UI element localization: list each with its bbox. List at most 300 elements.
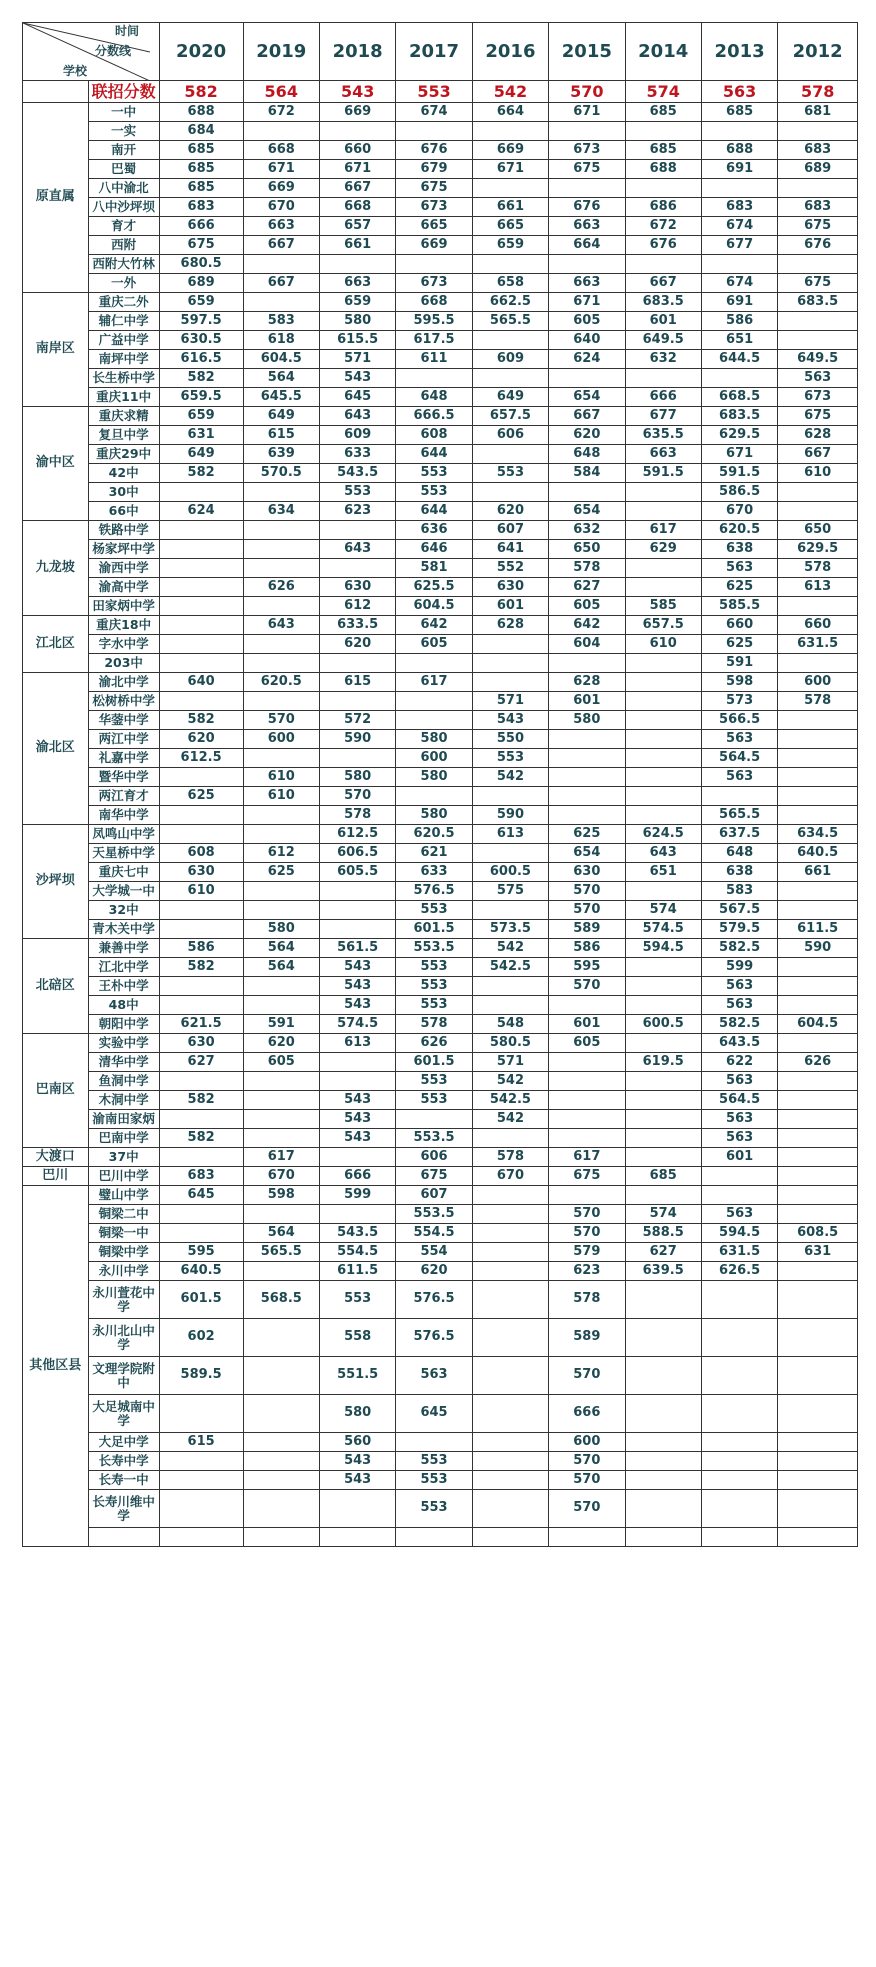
score-cell: 625 [701,635,777,654]
score-cell: 563 [701,730,777,749]
corner-school-label: 学校 [63,64,88,78]
score-cell: 644 [396,502,472,521]
school-cell [88,1528,159,1547]
score-cell: 570 [549,901,625,920]
score-cell: 657.5 [625,616,701,635]
score-cell [701,1357,777,1395]
score-cell: 686 [625,198,701,217]
score-cell: 664 [549,236,625,255]
score-cell: 578 [549,559,625,578]
table-row [23,1091,858,1110]
score-cell: 575 [472,882,548,901]
table-row [23,122,858,141]
school-cell: 杨家坪中学 [88,540,159,559]
school-cell: 南坪中学 [88,350,159,369]
score-cell [778,1528,858,1547]
score-cell [549,369,625,388]
score-cell [549,1072,625,1091]
score-cell [778,730,858,749]
score-cell [159,521,243,540]
table-row [23,597,858,616]
score-cell: 677 [701,236,777,255]
score-cell: 629 [625,540,701,559]
score-cell: 580 [319,1395,395,1433]
school-cell: 大学城一中 [88,882,159,901]
table-row [23,1395,858,1433]
table-row [23,502,858,521]
score-cell: 620 [549,426,625,445]
year-header: 2016 [472,23,548,81]
score-cell: 667 [778,445,858,464]
score-cell: 582 [159,958,243,977]
table-row [23,1034,858,1053]
score-cell [472,654,548,673]
school-cell: 田家炳中学 [88,597,159,616]
score-cell: 553 [396,977,472,996]
score-cell: 543.5 [319,1224,395,1243]
score-cell: 620.5 [243,673,319,692]
score-cell: 582.5 [701,939,777,958]
score-cell: 681 [778,103,858,122]
table-row [23,255,858,274]
score-cell: 617 [396,673,472,692]
score-cell [243,1319,319,1357]
score-cell [243,293,319,312]
score-cell [472,1452,548,1471]
score-cell: 606 [472,426,548,445]
score-cell [396,369,472,388]
score-cell: 616.5 [159,350,243,369]
score-cell: 586 [159,939,243,958]
table-row [23,1357,858,1395]
score-cell [625,179,701,198]
table-row [23,160,858,179]
score-cell: 589.5 [159,1357,243,1395]
school-cell: 南华中学 [88,806,159,825]
table-row [23,217,858,236]
score-cell [472,1281,548,1319]
score-cell [701,1395,777,1433]
score-cell: 553 [396,958,472,977]
score-cell: 650 [778,521,858,540]
score-cell: 620 [319,635,395,654]
score-cell: 659 [159,407,243,426]
score-cell: 606 [396,1148,472,1167]
score-cell: 628 [549,673,625,692]
score-cell: 646 [396,540,472,559]
school-cell: 48中 [88,996,159,1015]
score-cell: 613 [778,578,858,597]
school-cell: 王朴中学 [88,977,159,996]
score-cell: 586 [701,312,777,331]
score-cell [472,1528,548,1547]
score-cell [159,977,243,996]
score-cell [625,1110,701,1129]
score-cell: 625 [159,787,243,806]
score-cell: 628 [778,426,858,445]
score-cell [625,673,701,692]
score-cell: 563 [396,1357,472,1395]
score-cell: 645.5 [243,388,319,407]
score-cell: 661 [319,236,395,255]
score-cell: 582 [159,1129,243,1148]
table-row [23,1205,858,1224]
score-cell [472,1319,548,1357]
score-cell: 567.5 [701,901,777,920]
score-cell [472,977,548,996]
score-cell: 671 [319,160,395,179]
score-cell [778,1433,858,1452]
score-cell: 570 [549,1490,625,1528]
score-cell: 617 [243,1148,319,1167]
table-row [23,293,858,312]
score-cell: 666 [159,217,243,236]
score-cell: 600 [243,730,319,749]
score-cell: 586 [549,939,625,958]
score-cell [625,578,701,597]
score-cell [625,502,701,521]
score-cell: 638 [701,540,777,559]
score-cell [625,958,701,977]
score-cell: 601.5 [159,1281,243,1319]
score-cell: 551.5 [319,1357,395,1395]
school-cell: 重庆18中 [88,616,159,635]
school-cell: 渝南田家炳 [88,1110,159,1129]
score-cell: 565.5 [472,312,548,331]
score-cell [778,1490,858,1528]
score-cell [243,654,319,673]
score-cell: 640 [549,331,625,350]
score-cell [396,1433,472,1452]
score-cell: 563 [701,1072,777,1091]
score-cell [243,806,319,825]
score-cell: 643 [625,844,701,863]
table-row [23,198,858,217]
score-cell: 589 [549,1319,625,1357]
score-cell [778,483,858,502]
score-cell: 679 [396,160,472,179]
score-cell: 608.5 [778,1224,858,1243]
score-cell: 601 [549,692,625,711]
score-cell: 670 [243,198,319,217]
score-cell: 580 [243,920,319,939]
score-cell: 553 [396,1490,472,1528]
score-cell: 611 [396,350,472,369]
score-cell: 542 [472,1110,548,1129]
score-cell [625,255,701,274]
table-row [23,711,858,730]
school-cell: 30中 [88,483,159,502]
score-cell: 591.5 [701,464,777,483]
score-cell [625,977,701,996]
score-cell: 601.5 [396,1053,472,1072]
score-cell: 660 [778,616,858,635]
score-cell [778,901,858,920]
score-cell: 643.5 [701,1034,777,1053]
score-cell: 630 [319,578,395,597]
score-cell: 661 [472,198,548,217]
score-cell: 685 [625,141,701,160]
score-cell: 676 [625,236,701,255]
table-row [23,141,858,160]
score-cell [472,1243,548,1262]
school-cell: 暨华中学 [88,768,159,787]
score-cell: 643 [319,540,395,559]
score-cell: 670 [243,1167,319,1186]
score-cell: 626.5 [701,1262,777,1281]
cutoff-value: 582 [159,81,243,103]
score-cell: 574 [625,1205,701,1224]
score-cell [701,787,777,806]
score-cell: 663 [243,217,319,236]
score-cell [778,654,858,673]
score-cell [243,996,319,1015]
score-cell [319,1205,395,1224]
score-cell: 610 [243,787,319,806]
score-cell [159,1205,243,1224]
score-cell [159,578,243,597]
score-cell [549,1091,625,1110]
score-cell: 605 [396,635,472,654]
score-cell [625,1281,701,1319]
score-cell: 688 [159,103,243,122]
score-cell: 578 [778,559,858,578]
score-cell [472,996,548,1015]
score-cell [625,787,701,806]
score-cell [159,1490,243,1528]
score-cell [625,1129,701,1148]
score-cell: 659 [472,236,548,255]
score-cell: 683 [778,141,858,160]
school-cell: 兼善中学 [88,939,159,958]
score-cell: 580 [396,806,472,825]
score-cell: 612 [243,844,319,863]
score-cell [243,901,319,920]
score-cell [549,122,625,141]
score-cell [701,1471,777,1490]
score-cell: 601 [701,1148,777,1167]
score-cell [625,711,701,730]
score-cell: 620.5 [396,825,472,844]
score-cell: 578 [472,1148,548,1167]
score-cell: 600 [396,749,472,768]
school-cell: 203中 [88,654,159,673]
year-header: 2017 [396,23,472,81]
score-cell: 582 [159,711,243,730]
score-cell: 542.5 [472,958,548,977]
score-cell: 576.5 [396,1281,472,1319]
score-cell [625,749,701,768]
score-cell: 597.5 [159,312,243,331]
score-cell: 583 [243,312,319,331]
table-row [23,578,858,597]
score-cell: 664 [472,103,548,122]
score-cell: 564.5 [701,749,777,768]
score-cell: 578 [549,1281,625,1319]
school-cell: 铁路中学 [88,521,159,540]
score-cell: 615 [159,1433,243,1452]
corner-score-label: 分数线 [95,44,132,58]
table-row [23,179,858,198]
score-cell: 590 [319,730,395,749]
score-cell: 666 [625,388,701,407]
score-cell: 610 [778,464,858,483]
score-cell: 689 [778,160,858,179]
score-cell: 685 [701,103,777,122]
score-cell: 675 [159,236,243,255]
score-cell: 638 [701,863,777,882]
score-cell [159,616,243,635]
score-cell: 683.5 [625,293,701,312]
score-cell: 675 [549,1167,625,1186]
score-cell [778,1148,858,1167]
table-row [23,920,858,939]
score-cell [549,787,625,806]
score-cell: 573.5 [472,920,548,939]
score-cell: 615.5 [319,331,395,350]
score-cell: 571 [319,350,395,369]
score-cell [778,331,858,350]
score-cell [701,255,777,274]
score-cell [625,1034,701,1053]
score-cell: 610 [625,635,701,654]
school-cell: 重庆29中 [88,445,159,464]
score-cell: 684 [159,122,243,141]
score-cell: 633.5 [319,616,395,635]
score-cell [625,692,701,711]
school-cell: 铜梁二中 [88,1205,159,1224]
score-cell [778,255,858,274]
score-cell [243,1091,319,1110]
score-cell: 584 [549,464,625,483]
score-cell [159,1224,243,1243]
score-cell [778,122,858,141]
score-cell: 665 [472,217,548,236]
score-cell: 683 [778,198,858,217]
table-row [23,103,858,122]
score-cell [625,1528,701,1547]
region-cell: 其他区县 [23,1186,89,1547]
year-header: 2020 [159,23,243,81]
score-cell: 650 [549,540,625,559]
school-cell: 渝西中学 [88,559,159,578]
score-cell [243,749,319,768]
score-cell: 570 [549,1452,625,1471]
score-cell: 629.5 [701,426,777,445]
score-cell [396,787,472,806]
score-cell: 570 [549,882,625,901]
score-cell [243,1357,319,1395]
score-cell: 580 [319,768,395,787]
score-cell [472,1186,548,1205]
score-cell: 626 [243,578,319,597]
school-cell: 长寿一中 [88,1471,159,1490]
score-cell [778,597,858,616]
score-cell: 570.5 [243,464,319,483]
table-row [23,1072,858,1091]
score-cell: 554.5 [319,1243,395,1262]
score-cell [472,122,548,141]
score-cell: 608 [159,844,243,863]
score-cell: 625 [549,825,625,844]
score-cell [243,635,319,654]
score-cell: 602 [159,1319,243,1357]
score-cell: 683 [159,198,243,217]
table-row [23,540,858,559]
school-cell: 八中沙坪坝 [88,198,159,217]
score-cell [472,255,548,274]
region-cell: 南岸区 [23,293,89,407]
score-cell: 543 [319,1110,395,1129]
school-cell: 大足城南中学 [88,1395,159,1433]
score-cell: 582 [159,369,243,388]
score-cell: 580 [396,768,472,787]
score-cell [701,122,777,141]
score-cell [549,1528,625,1547]
score-cell [319,1528,395,1547]
score-cell: 620.5 [701,521,777,540]
score-cell: 605 [549,597,625,616]
year-header: 2014 [625,23,701,81]
score-cell: 564.5 [701,1091,777,1110]
cutoff-value: 574 [625,81,701,103]
score-cell: 663 [549,217,625,236]
score-cell: 576.5 [396,1319,472,1357]
score-cell [625,768,701,787]
score-cell: 542 [472,768,548,787]
score-cell: 601.5 [396,920,472,939]
score-cell: 675 [396,179,472,198]
score-cell [243,1395,319,1433]
score-cell [778,977,858,996]
score-cell [778,1357,858,1395]
score-cell [472,1433,548,1452]
score-cell [159,654,243,673]
score-cell: 543 [319,1471,395,1490]
score-cell: 552 [472,559,548,578]
score-cell: 643 [243,616,319,635]
score-cell: 612 [319,597,395,616]
school-cell: 朝阳中学 [88,1015,159,1034]
score-cell: 683.5 [701,407,777,426]
score-cell: 612.5 [159,749,243,768]
score-cell [549,996,625,1015]
score-cell: 685 [159,141,243,160]
score-cell: 617 [549,1148,625,1167]
score-cell: 648 [549,445,625,464]
score-cell [701,1319,777,1357]
score-cell: 543 [319,958,395,977]
score-cell: 594.5 [701,1224,777,1243]
table-row [23,1490,858,1528]
score-cell: 671 [549,293,625,312]
score-cell [549,1129,625,1148]
score-cell: 624 [159,502,243,521]
score-cell: 565.5 [243,1243,319,1262]
score-cell: 608 [396,426,472,445]
score-cell [319,692,395,711]
score-cell [319,901,395,920]
score-cell: 610 [243,768,319,787]
cutoff-value: 542 [472,81,548,103]
score-cell [159,1528,243,1547]
score-cell [625,369,701,388]
table-row [23,312,858,331]
school-cell: 八中渝北 [88,179,159,198]
score-cell [549,806,625,825]
score-cell: 632 [625,350,701,369]
score-cell: 636 [396,521,472,540]
